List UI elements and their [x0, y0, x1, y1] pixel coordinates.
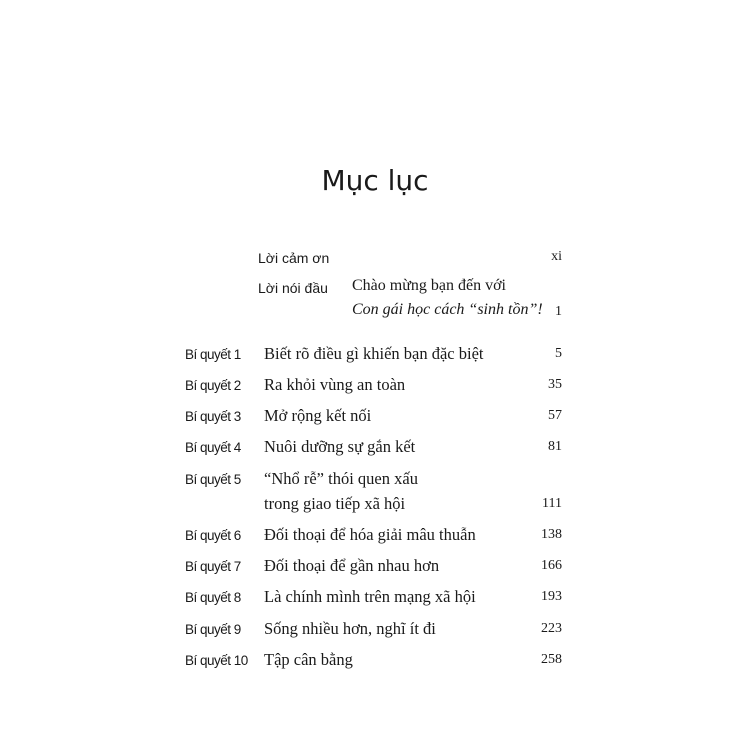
page-title: Mục lục [321, 164, 429, 197]
toc-label: Bí quyết 8 [185, 590, 241, 605]
toc-page-number: 111 [542, 496, 562, 511]
toc-heading: Tập cân bằng [264, 650, 353, 669]
toc-page-number: 57 [548, 408, 562, 423]
toc-entry[interactable] [0, 556, 750, 580]
toc-entry[interactable] [0, 437, 750, 461]
toc-entry[interactable] [0, 525, 750, 549]
toc-label: Lời nói đầu [258, 280, 328, 296]
toc-page-number: xi [551, 249, 562, 264]
toc-heading: Nuôi dưỡng sự gắn kết [264, 437, 416, 456]
toc-label: Lời cảm ơn [258, 250, 330, 266]
toc-entry[interactable] [0, 650, 750, 674]
toc-page-number: 5 [555, 346, 562, 361]
toc-entry[interactable] [0, 587, 750, 611]
toc-page-number: 258 [541, 652, 562, 667]
toc-heading: Biết rõ điều gì khiến bạn đặc biệt [264, 344, 484, 363]
toc-entry[interactable] [0, 619, 750, 643]
toc-label: Bí quyết 5 [185, 472, 241, 487]
toc-entry[interactable] [0, 469, 750, 519]
toc-heading-line2: trong giao tiếp xã hội [264, 494, 406, 513]
toc-entry-acknowledgements[interactable] [0, 247, 750, 271]
toc-heading: Sống nhiều hơn, nghĩ ít đi [264, 619, 436, 638]
toc-page-number: 138 [541, 527, 562, 542]
toc-page-number: 1 [555, 304, 562, 319]
toc-page-number: 166 [541, 558, 562, 573]
toc-page-number: 193 [541, 589, 562, 604]
toc-heading: Ra khỏi vùng an toàn [264, 375, 406, 394]
toc-entry[interactable] [0, 375, 750, 399]
toc-heading: Đối thoại để gần nhau hơn [264, 556, 440, 575]
toc-label: Bí quyết 2 [185, 378, 241, 393]
toc-label: Bí quyết 6 [185, 528, 241, 543]
toc-heading: Là chính mình trên mạng xã hội [264, 587, 476, 606]
toc-heading-line2: Con gái học cách “sinh tồn”! [352, 301, 543, 318]
toc-entry-preface[interactable] [0, 277, 750, 327]
toc-label: Bí quyết 4 [185, 440, 241, 455]
toc-page-number: 81 [548, 439, 562, 454]
toc-heading: Đối thoại để hóa giải mâu thuẫn [264, 525, 476, 544]
toc-page-number: 35 [548, 377, 562, 392]
toc-label: Bí quyết 7 [185, 559, 241, 574]
toc-label: Bí quyết 9 [185, 622, 241, 637]
toc-entry[interactable] [0, 344, 750, 368]
toc-label: Bí quyết 1 [185, 347, 241, 362]
toc-label: Bí quyết 10 [185, 653, 248, 668]
toc-page-number: 223 [541, 621, 562, 636]
toc-heading: Chào mừng bạn đến với [352, 277, 506, 294]
toc-entry[interactable] [0, 406, 750, 430]
toc-label: Bí quyết 3 [185, 409, 241, 424]
toc-heading: Mở rộng kết nối [264, 406, 372, 425]
toc-heading: “Nhổ rễ” thói quen xấu [264, 469, 418, 488]
